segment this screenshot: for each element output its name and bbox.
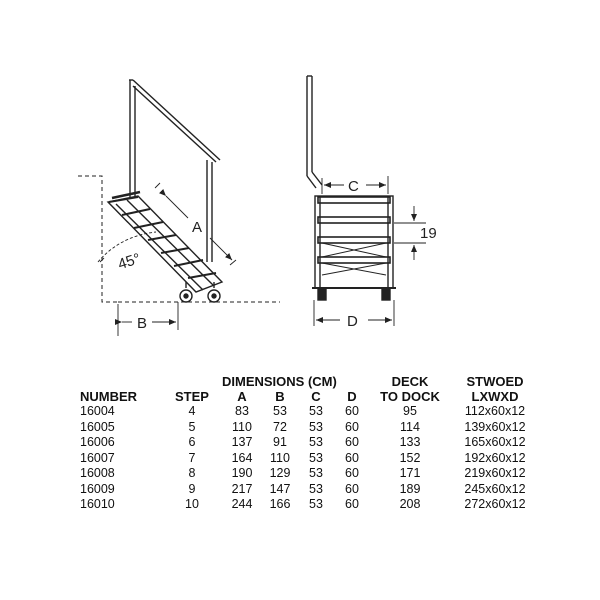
cell-stwoed: 245x60x12 bbox=[464, 481, 526, 496]
label-b: B bbox=[137, 315, 148, 332]
dock-wall bbox=[78, 176, 118, 302]
cell-number: 16009 bbox=[80, 481, 115, 496]
table-row bbox=[80, 404, 540, 420]
cell-b: 53 bbox=[273, 404, 287, 418]
cell-d: 60 bbox=[345, 466, 359, 480]
cell-stwoed: 112x60x12 bbox=[464, 404, 526, 418]
cell-step: 5 bbox=[188, 419, 196, 434]
cell-step: 9 bbox=[188, 481, 196, 496]
deck-header-top: DECK bbox=[391, 374, 429, 389]
cell-a: 164 bbox=[231, 450, 253, 465]
cell-b: 166 bbox=[269, 497, 291, 511]
table-row bbox=[80, 466, 540, 482]
cell-step: 8 bbox=[188, 466, 196, 480]
cell-a: 244 bbox=[231, 497, 253, 511]
cell-b: 147 bbox=[269, 481, 291, 496]
cell-deck: 95 bbox=[403, 404, 417, 418]
cell-number: 16010 bbox=[80, 497, 115, 511]
label-c: C bbox=[348, 178, 359, 195]
cell-number: 16007 bbox=[80, 450, 115, 465]
table-row bbox=[80, 435, 540, 451]
cell-b: 110 bbox=[270, 450, 290, 465]
cell-c: 53 bbox=[309, 419, 323, 434]
cell-d: 60 bbox=[345, 450, 359, 465]
cell-number: 16008 bbox=[80, 466, 115, 480]
dimensions-table bbox=[80, 374, 540, 513]
cell-deck: 152 bbox=[399, 450, 421, 465]
col-stwoed: LXWXD bbox=[471, 389, 519, 404]
cell-deck: 114 bbox=[400, 419, 420, 434]
cell-d: 60 bbox=[345, 419, 359, 434]
cell-stwoed: 165x60x12 bbox=[464, 435, 526, 449]
cell-stwoed: 139x60x12 bbox=[464, 419, 526, 434]
cell-b: 72 bbox=[273, 419, 287, 434]
cell-deck: 171 bbox=[399, 466, 421, 480]
cell-b: 91 bbox=[273, 435, 287, 449]
cell-a: 137 bbox=[231, 435, 253, 449]
col-deck: TO DOCK bbox=[380, 389, 440, 404]
label-a: A bbox=[192, 219, 203, 236]
cell-step: 4 bbox=[188, 404, 196, 418]
col-c: C bbox=[311, 389, 321, 404]
cell-number: 16006 bbox=[80, 435, 115, 449]
cell-c: 53 bbox=[309, 466, 323, 480]
cell-a: 83 bbox=[235, 404, 249, 418]
label-rise: 19 bbox=[420, 225, 437, 242]
cell-c: 53 bbox=[309, 435, 323, 449]
col-step: STEP bbox=[175, 389, 209, 404]
cell-number: 16005 bbox=[80, 419, 115, 434]
cell-step: 6 bbox=[188, 435, 196, 449]
cell-deck: 133 bbox=[399, 435, 421, 449]
cell-d: 60 bbox=[345, 435, 359, 449]
cell-stwoed: 272x60x12 bbox=[464, 497, 526, 511]
cell-c: 53 bbox=[309, 497, 323, 511]
cell-d: 60 bbox=[345, 481, 359, 496]
front-wheels bbox=[312, 288, 396, 300]
cell-a: 110 bbox=[232, 419, 252, 434]
cell-deck: 208 bbox=[399, 497, 421, 511]
cell-d: 60 bbox=[345, 497, 359, 511]
front-view bbox=[307, 76, 426, 326]
dimensions-group-header: DIMENSIONS (CM) bbox=[222, 374, 337, 389]
table-row bbox=[80, 497, 540, 513]
cell-a: 217 bbox=[231, 481, 253, 496]
cell-c: 53 bbox=[309, 404, 323, 418]
col-b: B bbox=[275, 389, 285, 404]
stwoed-header-top: STWOED bbox=[466, 374, 524, 389]
col-number: NUMBER bbox=[80, 389, 138, 404]
table-header bbox=[80, 389, 540, 404]
label-d: D bbox=[347, 313, 358, 330]
cell-c: 53 bbox=[309, 481, 323, 496]
table-row bbox=[80, 482, 540, 498]
cell-stwoed: 192x60x12 bbox=[464, 450, 526, 465]
cell-c: 53 bbox=[309, 450, 323, 465]
cell-stwoed: 219x60x12 bbox=[464, 466, 526, 480]
cell-step: 7 bbox=[188, 450, 196, 465]
cell-step: 10 bbox=[185, 497, 199, 511]
cell-number: 16004 bbox=[80, 404, 115, 418]
cell-deck: 189 bbox=[399, 481, 421, 496]
col-d: D bbox=[347, 389, 357, 404]
front-handrail bbox=[307, 76, 322, 188]
dimension-b bbox=[118, 302, 178, 336]
col-a: A bbox=[237, 389, 247, 404]
table-header-top bbox=[80, 374, 540, 389]
cell-b: 129 bbox=[269, 466, 291, 480]
stair-stringer bbox=[108, 196, 222, 292]
side-view bbox=[78, 80, 280, 336]
cell-d: 60 bbox=[345, 404, 359, 418]
cell-a: 190 bbox=[231, 466, 253, 480]
label-angle: 45° bbox=[115, 250, 143, 274]
table-row bbox=[80, 451, 540, 467]
table-row bbox=[80, 420, 540, 436]
